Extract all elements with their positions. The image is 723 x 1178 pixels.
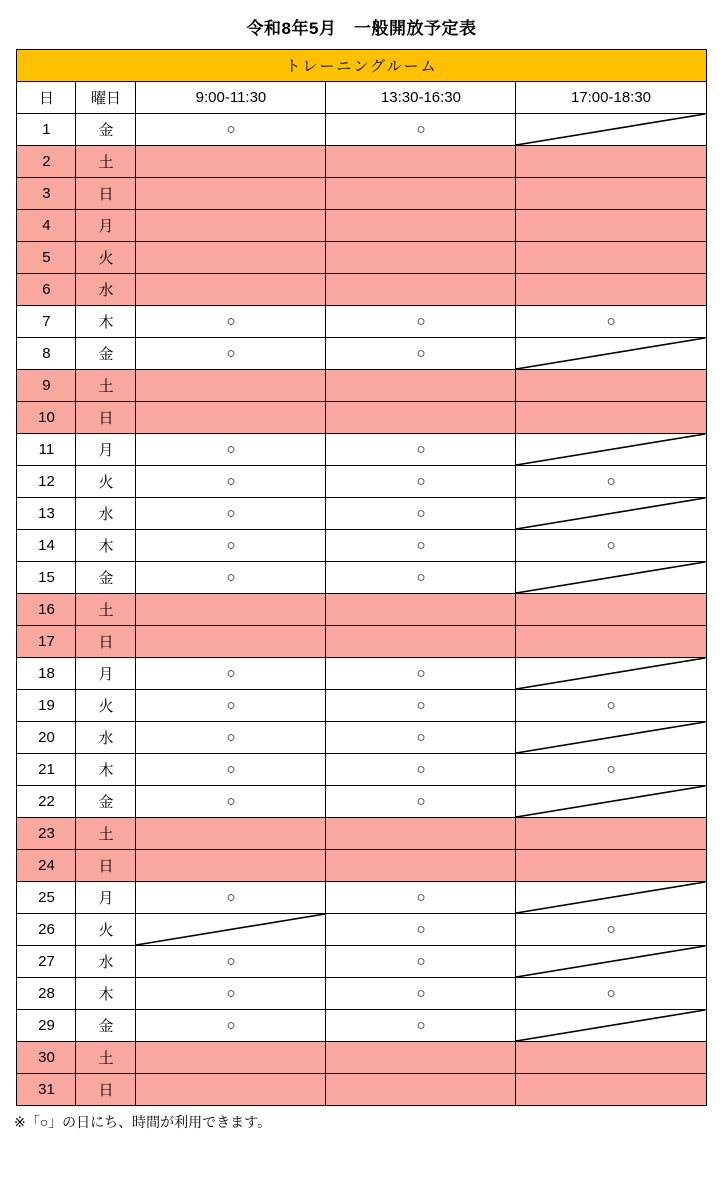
cell-slot-evening xyxy=(516,178,706,210)
cell-slot-evening xyxy=(516,338,706,370)
cell-weekday: 日 xyxy=(76,850,136,882)
header-slot-morning: 9:00-11:30 xyxy=(136,82,326,114)
cell-slot-afternoon xyxy=(326,338,516,370)
cell-weekday: 火 xyxy=(76,242,136,274)
cell-slot-evening xyxy=(516,818,706,850)
cell-day: 31 xyxy=(17,1074,76,1106)
open-mark: ○ xyxy=(226,665,236,682)
table-row xyxy=(17,978,706,1010)
cell-weekday: 土 xyxy=(76,818,136,850)
cell-weekday: 金 xyxy=(76,114,136,146)
cell-day: 1 xyxy=(17,114,76,146)
unavailable-diagonal-icon xyxy=(516,1010,705,1041)
open-mark: ○ xyxy=(416,889,426,906)
cell-slot-morning xyxy=(136,242,326,274)
open-mark: ○ xyxy=(226,345,236,362)
cell-slot-morning xyxy=(136,1042,326,1074)
open-mark: ○ xyxy=(416,473,426,490)
table-row xyxy=(17,658,706,690)
open-mark: ○ xyxy=(606,921,616,938)
cell-slot-morning xyxy=(136,626,326,658)
open-mark: ○ xyxy=(226,313,236,330)
cell-slot-evening xyxy=(516,402,706,434)
cell-slot-afternoon xyxy=(326,818,516,850)
cell-slot-afternoon xyxy=(326,242,516,274)
cell-slot-evening xyxy=(516,306,706,338)
cell-slot-morning xyxy=(136,434,326,466)
table-row xyxy=(17,562,706,594)
cell-weekday: 火 xyxy=(76,466,136,498)
table-header-row xyxy=(17,82,706,114)
cell-slot-evening xyxy=(516,434,706,466)
cell-slot-afternoon xyxy=(326,146,516,178)
cell-slot-morning xyxy=(136,722,326,754)
cell-slot-afternoon xyxy=(326,850,516,882)
open-mark: ○ xyxy=(416,121,426,138)
table-row xyxy=(17,754,706,786)
open-mark: ○ xyxy=(606,313,616,330)
table-row xyxy=(17,1010,706,1042)
cell-weekday: 月 xyxy=(76,434,136,466)
open-mark: ○ xyxy=(416,953,426,970)
cell-slot-afternoon xyxy=(326,562,516,594)
cell-day: 8 xyxy=(17,338,76,370)
cell-slot-morning xyxy=(136,402,326,434)
cell-slot-evening xyxy=(516,562,706,594)
header-slot-evening: 17:00-18:30 xyxy=(516,82,706,114)
open-mark: ○ xyxy=(416,697,426,714)
cell-weekday: 水 xyxy=(76,498,136,530)
open-mark: ○ xyxy=(606,473,616,490)
cell-day: 11 xyxy=(17,434,76,466)
table-row xyxy=(17,914,706,946)
cell-slot-afternoon xyxy=(326,370,516,402)
cell-slot-afternoon xyxy=(326,946,516,978)
unavailable-diagonal-icon xyxy=(516,434,705,465)
cell-weekday: 土 xyxy=(76,594,136,626)
table-row xyxy=(17,786,706,818)
cell-day: 13 xyxy=(17,498,76,530)
cell-slot-morning xyxy=(136,658,326,690)
cell-slot-afternoon xyxy=(326,722,516,754)
table-row xyxy=(17,1042,706,1074)
cell-slot-evening xyxy=(516,242,706,274)
cell-day: 30 xyxy=(17,1042,76,1074)
cell-weekday: 月 xyxy=(76,658,136,690)
cell-slot-afternoon xyxy=(326,306,516,338)
open-mark: ○ xyxy=(416,345,426,362)
unavailable-diagonal-icon xyxy=(516,786,705,817)
header-weekday: 曜日 xyxy=(76,82,136,114)
open-mark: ○ xyxy=(416,921,426,938)
cell-slot-morning xyxy=(136,146,326,178)
cell-day: 24 xyxy=(17,850,76,882)
table-row xyxy=(17,466,706,498)
cell-weekday: 金 xyxy=(76,562,136,594)
table-row xyxy=(17,818,706,850)
open-mark: ○ xyxy=(226,121,236,138)
cell-weekday: 金 xyxy=(76,338,136,370)
open-mark: ○ xyxy=(606,697,616,714)
cell-weekday: 月 xyxy=(76,882,136,914)
cell-slot-afternoon xyxy=(326,690,516,722)
table-row xyxy=(17,274,706,306)
cell-day: 12 xyxy=(17,466,76,498)
table-row xyxy=(17,114,706,146)
open-mark: ○ xyxy=(226,985,236,1002)
table-row xyxy=(17,146,706,178)
cell-weekday: 月 xyxy=(76,210,136,242)
cell-slot-afternoon xyxy=(326,114,516,146)
cell-day: 3 xyxy=(17,178,76,210)
cell-slot-evening xyxy=(516,1074,706,1106)
cell-slot-evening xyxy=(516,530,706,562)
cell-slot-afternoon xyxy=(326,1074,516,1106)
cell-day: 6 xyxy=(17,274,76,306)
unavailable-diagonal-icon xyxy=(516,882,705,913)
cell-slot-morning xyxy=(136,914,326,946)
cell-slot-evening xyxy=(516,978,706,1010)
open-mark: ○ xyxy=(226,761,236,778)
cell-slot-evening xyxy=(516,722,706,754)
cell-day: 26 xyxy=(17,914,76,946)
table-row xyxy=(17,882,706,914)
open-mark: ○ xyxy=(416,729,426,746)
cell-slot-afternoon xyxy=(326,1010,516,1042)
cell-slot-morning xyxy=(136,754,326,786)
cell-day: 27 xyxy=(17,946,76,978)
cell-slot-morning xyxy=(136,338,326,370)
cell-weekday: 土 xyxy=(76,1042,136,1074)
cell-slot-evening xyxy=(516,786,706,818)
cell-weekday: 土 xyxy=(76,146,136,178)
cell-slot-morning xyxy=(136,1074,326,1106)
cell-slot-evening xyxy=(516,114,706,146)
table-row xyxy=(17,626,706,658)
footnote: ※「○」の日にち、時間が利用できます。 xyxy=(14,1114,272,1130)
open-mark: ○ xyxy=(226,441,236,458)
cell-weekday: 火 xyxy=(76,690,136,722)
cell-weekday: 水 xyxy=(76,946,136,978)
open-mark: ○ xyxy=(226,729,236,746)
cell-slot-afternoon xyxy=(326,466,516,498)
cell-slot-morning xyxy=(136,690,326,722)
cell-slot-afternoon xyxy=(326,210,516,242)
cell-slot-afternoon xyxy=(326,498,516,530)
cell-slot-evening xyxy=(516,466,706,498)
cell-day: 4 xyxy=(17,210,76,242)
open-mark: ○ xyxy=(416,665,426,682)
open-mark: ○ xyxy=(416,793,426,810)
cell-slot-afternoon xyxy=(326,434,516,466)
open-mark: ○ xyxy=(226,793,236,810)
cell-day: 15 xyxy=(17,562,76,594)
page-title: 令和8年5月 一般開放予定表 xyxy=(246,19,477,38)
open-mark: ○ xyxy=(416,537,426,554)
cell-weekday: 土 xyxy=(76,370,136,402)
banner-row xyxy=(17,50,706,82)
cell-slot-afternoon xyxy=(326,402,516,434)
cell-slot-morning xyxy=(136,882,326,914)
table-row xyxy=(17,242,706,274)
open-mark: ○ xyxy=(416,569,426,586)
cell-slot-morning xyxy=(136,466,326,498)
cell-weekday: 木 xyxy=(76,530,136,562)
open-mark: ○ xyxy=(416,1017,426,1034)
unavailable-diagonal-icon xyxy=(516,658,705,689)
cell-slot-morning xyxy=(136,274,326,306)
open-mark: ○ xyxy=(416,761,426,778)
cell-day: 22 xyxy=(17,786,76,818)
table-row xyxy=(17,402,706,434)
cell-slot-evening xyxy=(516,626,706,658)
cell-slot-afternoon xyxy=(326,658,516,690)
cell-slot-morning xyxy=(136,978,326,1010)
table-row xyxy=(17,690,706,722)
cell-slot-afternoon xyxy=(326,274,516,306)
cell-day: 18 xyxy=(17,658,76,690)
cell-slot-afternoon xyxy=(326,754,516,786)
cell-slot-afternoon xyxy=(326,178,516,210)
cell-weekday: 木 xyxy=(76,754,136,786)
cell-slot-evening xyxy=(516,914,706,946)
cell-slot-afternoon xyxy=(326,1042,516,1074)
open-mark: ○ xyxy=(226,473,236,490)
cell-slot-morning xyxy=(136,306,326,338)
header-day: 日 xyxy=(17,82,76,114)
table-row xyxy=(17,530,706,562)
cell-weekday: 木 xyxy=(76,306,136,338)
cell-day: 20 xyxy=(17,722,76,754)
cell-slot-afternoon xyxy=(326,882,516,914)
open-mark: ○ xyxy=(226,569,236,586)
cell-weekday: 木 xyxy=(76,978,136,1010)
cell-slot-evening xyxy=(516,1010,706,1042)
table-row xyxy=(17,946,706,978)
cell-day: 23 xyxy=(17,818,76,850)
cell-slot-evening xyxy=(516,210,706,242)
table-row xyxy=(17,370,706,402)
cell-slot-afternoon xyxy=(326,978,516,1010)
table-row xyxy=(17,594,706,626)
open-mark: ○ xyxy=(226,505,236,522)
open-mark: ○ xyxy=(416,313,426,330)
schedule-table xyxy=(16,49,706,1106)
cell-slot-morning xyxy=(136,562,326,594)
open-mark: ○ xyxy=(416,505,426,522)
unavailable-diagonal-icon xyxy=(516,338,705,369)
cell-slot-morning xyxy=(136,498,326,530)
header-slot-afternoon: 13:30-16:30 xyxy=(326,82,516,114)
cell-slot-evening xyxy=(516,690,706,722)
table-row xyxy=(17,498,706,530)
table-row xyxy=(17,210,706,242)
table-row xyxy=(17,434,706,466)
unavailable-diagonal-icon xyxy=(516,946,705,977)
cell-slot-morning xyxy=(136,850,326,882)
open-mark: ○ xyxy=(226,889,236,906)
cell-weekday: 日 xyxy=(76,1074,136,1106)
cell-day: 9 xyxy=(17,370,76,402)
open-mark: ○ xyxy=(606,537,616,554)
unavailable-diagonal-icon xyxy=(516,562,705,593)
cell-weekday: 火 xyxy=(76,914,136,946)
table-row xyxy=(17,178,706,210)
cell-day: 16 xyxy=(17,594,76,626)
cell-slot-evening xyxy=(516,882,706,914)
table-row xyxy=(17,306,706,338)
table-row xyxy=(17,1074,706,1106)
cell-slot-evening xyxy=(516,946,706,978)
cell-day: 14 xyxy=(17,530,76,562)
cell-slot-morning xyxy=(136,530,326,562)
cell-slot-morning xyxy=(136,946,326,978)
table-row xyxy=(17,850,706,882)
cell-day: 28 xyxy=(17,978,76,1010)
cell-slot-evening xyxy=(516,658,706,690)
cell-weekday: 金 xyxy=(76,1010,136,1042)
table-row xyxy=(17,338,706,370)
room-name-banner: トレーニングルーム xyxy=(17,50,706,82)
unavailable-diagonal-icon xyxy=(136,914,325,945)
cell-weekday: 日 xyxy=(76,402,136,434)
cell-weekday: 水 xyxy=(76,274,136,306)
cell-slot-morning xyxy=(136,818,326,850)
cell-day: 17 xyxy=(17,626,76,658)
table-row xyxy=(17,722,706,754)
cell-slot-morning xyxy=(136,594,326,626)
cell-slot-afternoon xyxy=(326,786,516,818)
cell-slot-morning xyxy=(136,370,326,402)
cell-day: 25 xyxy=(17,882,76,914)
cell-slot-evening xyxy=(516,594,706,626)
cell-slot-morning xyxy=(136,178,326,210)
cell-day: 10 xyxy=(17,402,76,434)
unavailable-diagonal-icon xyxy=(516,722,705,753)
cell-slot-evening xyxy=(516,370,706,402)
open-mark: ○ xyxy=(226,537,236,554)
cell-slot-evening xyxy=(516,850,706,882)
cell-weekday: 日 xyxy=(76,626,136,658)
cell-slot-morning xyxy=(136,114,326,146)
cell-day: 2 xyxy=(17,146,76,178)
cell-day: 19 xyxy=(17,690,76,722)
cell-slot-evening xyxy=(516,498,706,530)
open-mark: ○ xyxy=(606,761,616,778)
unavailable-diagonal-icon xyxy=(516,498,705,529)
cell-weekday: 水 xyxy=(76,722,136,754)
open-mark: ○ xyxy=(416,441,426,458)
cell-slot-afternoon xyxy=(326,594,516,626)
cell-day: 29 xyxy=(17,1010,76,1042)
cell-slot-morning xyxy=(136,786,326,818)
cell-slot-morning xyxy=(136,210,326,242)
cell-slot-evening xyxy=(516,754,706,786)
cell-slot-afternoon xyxy=(326,530,516,562)
unavailable-diagonal-icon xyxy=(516,114,705,145)
cell-weekday: 金 xyxy=(76,786,136,818)
cell-day: 5 xyxy=(17,242,76,274)
cell-day: 7 xyxy=(17,306,76,338)
open-mark: ○ xyxy=(226,697,236,714)
cell-day: 21 xyxy=(17,754,76,786)
open-mark: ○ xyxy=(226,1017,236,1034)
cell-slot-afternoon xyxy=(326,914,516,946)
cell-slot-evening xyxy=(516,274,706,306)
open-mark: ○ xyxy=(416,985,426,1002)
cell-slot-afternoon xyxy=(326,626,516,658)
cell-weekday: 日 xyxy=(76,178,136,210)
cell-slot-morning xyxy=(136,1010,326,1042)
cell-slot-evening xyxy=(516,146,706,178)
cell-slot-evening xyxy=(516,1042,706,1074)
open-mark: ○ xyxy=(606,985,616,1002)
open-mark: ○ xyxy=(226,953,236,970)
